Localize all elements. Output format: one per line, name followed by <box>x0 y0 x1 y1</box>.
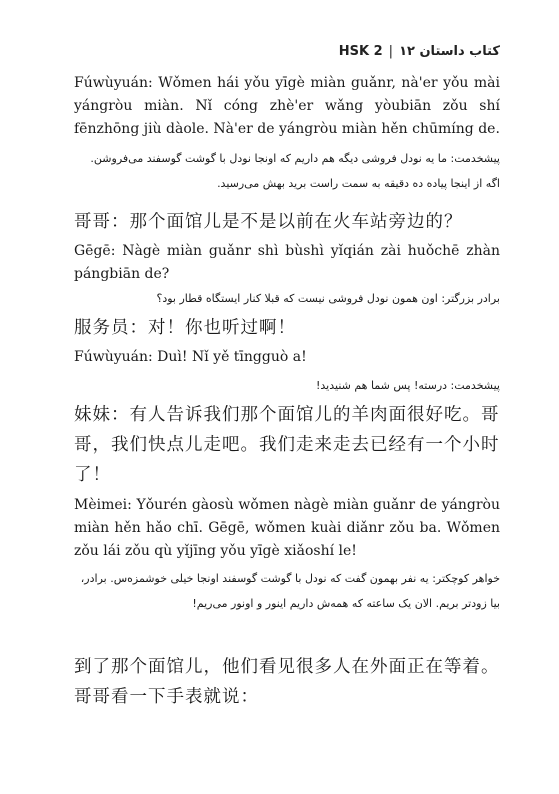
pinyin-paragraph: Gēgē: Nàgè miàn guǎnr shì bùshì yǐqián zài huǒchē zhàn pángbiān de? <box>74 243 500 282</box>
chinese-paragraph: 妹妹：有人告诉我们那个面馆儿的羊肉面很好吃。哥哥，我们快点儿走吧。我们走来走去已经有一个小时了！ <box>74 405 500 485</box>
chinese-paragraph: 哥哥：那个面馆儿是不是以前在火车站旁边的？ <box>74 212 463 232</box>
chinese-paragraph: 到了那个面馆儿，他们看见很多人在外面正在等着。哥哥看一下手表就说： <box>74 657 500 707</box>
pinyin-paragraph: Mèimei: Yǒurén gàosù wǒmen nàgè miàn guǎnr de yángròu miàn hěn hǎo chī. Gēgē, wǒmen kuài diǎnr zǒu ba. Wǒmen zǒu lái zǒu qù yǐjīng yǒu yīgè xiǎoshí le! <box>74 497 500 559</box>
persian-translation: برادر بزرگتر: اون همون نودل فروشی نیست که قبلا کنار ایستگاه قطار بود؟ <box>156 292 500 305</box>
pinyin-paragraph: Fúwùyuán: Wǒmen hái yǒu yīgè miàn guǎnr, nà'er yǒu mài yángròu miàn. Nǐ cóng zhè'er wǎng yòubiān zǒu shí fēnzhōng jiù dàole. Nà'er de yángròu miàn hěn chūmíng de. <box>74 75 500 137</box>
chinese-paragraph: 服务员：对！你也听过啊！ <box>74 318 296 338</box>
persian-translation: خواهر کوچکتر: یه نفر بهمون گفت که نودل با گوشت گوسفند اونجا خیلی خوشمزه‌س. برادر، بیا زودتر بریم. الان یک ساعته که همه‌ش داریم اینور و اونور می‌ریم! <box>80 572 500 610</box>
persian-translation: پیشخدمت: درسته! پس شما هم شنیدید! <box>315 379 500 392</box>
pinyin-paragraph: Fúwùyuán: Duì! Nǐ yě tīngguò a! <box>74 349 307 365</box>
header-separator: | <box>388 44 394 59</box>
page-header <box>339 44 500 59</box>
persian-translation: پیشخدمت: ما یه نودل فروشی دیگه هم داریم که اونجا نودل با گوشت گوسفند می‌فروشن. اگه از اینجا پیاده ده دقیقه به سمت راست برید بهش می‌رسید. <box>90 152 500 190</box>
book-title: کتاب داستان HSK 2 <box>338 44 500 59</box>
page-number: ۱۲ <box>399 44 415 59</box>
